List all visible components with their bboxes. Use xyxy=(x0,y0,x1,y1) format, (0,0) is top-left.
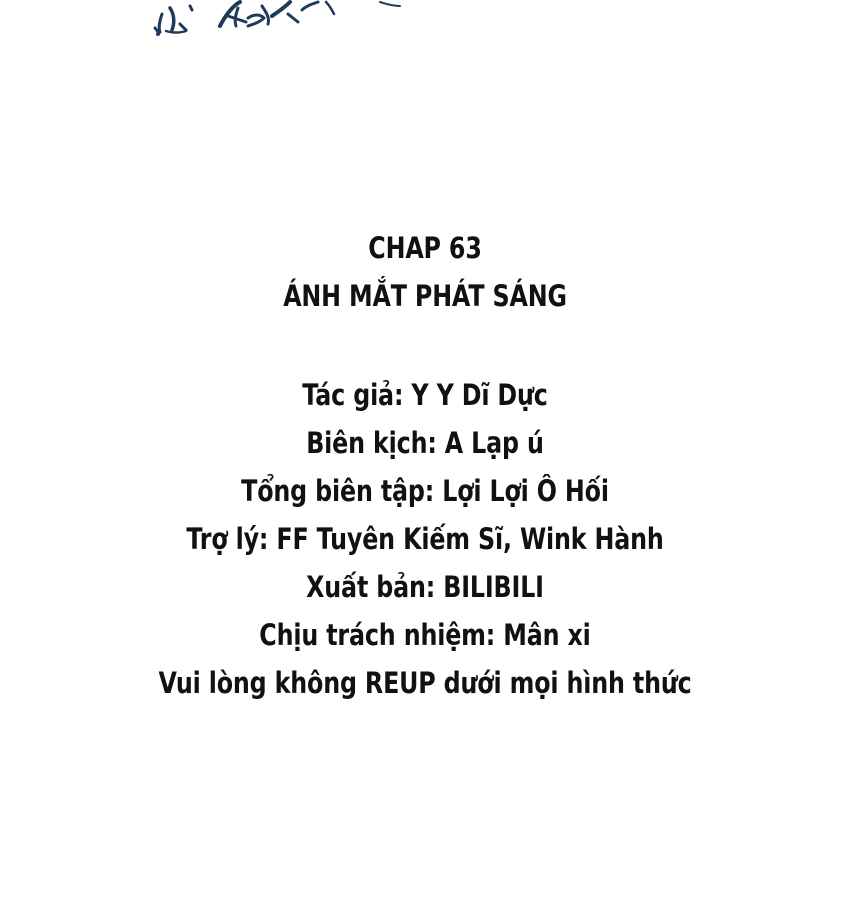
credit-publisher: Xuất bản: BILIBILI xyxy=(306,570,544,604)
no-reupload-notice: Vui lòng không REUP dưới mọi hình thức xyxy=(158,666,692,700)
calligraphy-logo-fragment xyxy=(150,0,450,40)
credit-chief-editor: Tổng biên tập: Lợi Lợi Ô Hối xyxy=(241,474,609,508)
chapter-title: ÁNH MẮT PHÁT SÁNG xyxy=(283,279,567,313)
calligraphy-logo-icon xyxy=(150,0,450,40)
chapter-number: CHAP 63 xyxy=(368,231,482,265)
credit-author: Tác giả: Y Y Dĩ Dực xyxy=(302,378,548,412)
chapter-credits-block xyxy=(0,224,850,707)
credit-responsible: Chịu trách nhiệm: Mân xi xyxy=(259,618,591,652)
credit-screenwriter: Biên kịch: A Lạp ú xyxy=(306,426,544,460)
credit-assistants: Trợ lý: FF Tuyên Kiếm Sĩ, Wink Hành xyxy=(186,522,664,556)
spacer xyxy=(0,320,850,371)
